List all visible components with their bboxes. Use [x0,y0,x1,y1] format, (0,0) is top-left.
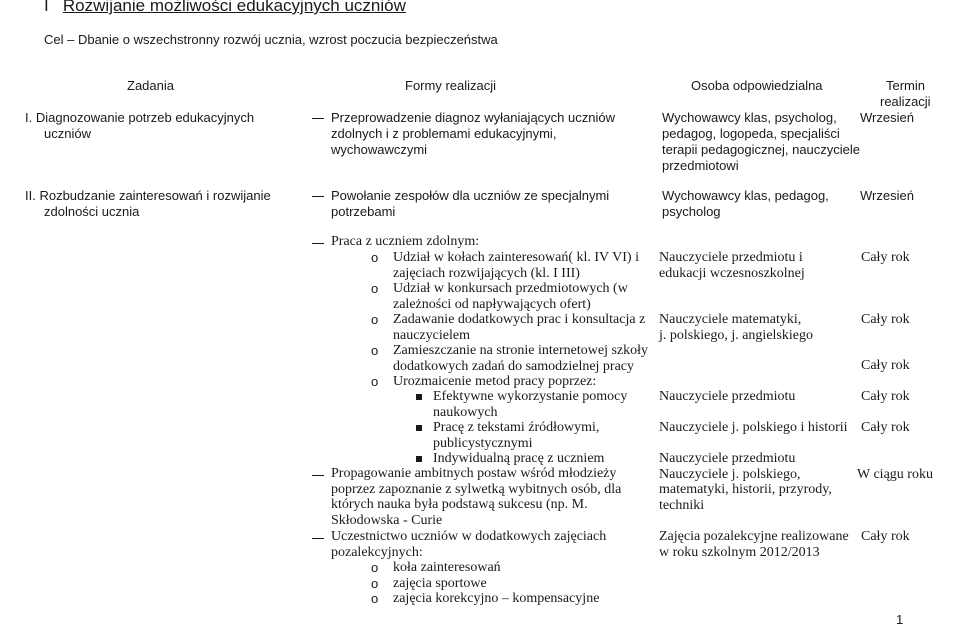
bullet-item: o Udział w kołach zainteresowań( kl. IV VI) i [393,250,648,266]
header-term-2: realizacji [880,94,931,109]
row1-dash [312,110,324,125]
row3-dash-2 [312,467,324,482]
row3-term-4: Cały rok [861,389,910,404]
bullet-cont: naukowych [433,404,498,420]
row3-forms-c: Uczestnictwo uczniów w dodatkowych zajęciach pozalekcyjnych: [331,529,607,560]
row2-task: II. Rozbudzanie zainteresowań i rozwijanie zdolności ucznia [25,188,271,219]
bullet-item: o Urozmaicenie metod pracy poprzez: [393,374,648,390]
header-term-1: Termin [886,78,926,93]
row3-term-3: Cały rok [861,358,910,373]
row3-person-4: Nauczyciele j. polskiego i historii [659,420,848,435]
row1-form: Przeprowadzenie diagnoz wyłaniających uczniów zdolnych i z problemami edukacyjnymi, wychowawczymi [331,110,615,157]
row1-task: I. Diagnozowanie potrzeb edukacyjnych uczniów [25,110,255,141]
row3-term-7: Cały rok [861,529,910,544]
row3-person-5: Nauczyciele przedmiotu Nauczyciele j. polskiego, matematyki, historii, przyrody, techniki [659,451,832,513]
page-number: 1 [896,612,904,627]
row3-term-2: Cały rok [861,312,910,327]
section-heading [44,0,406,16]
goal-text: Cel – Dbanie o wszechstronny rozwój ucznia, wzrost poczucia bezpieczeństwa [44,32,498,47]
header-forms: Formy realizacji [405,78,497,93]
bullet-item: o zajęcia korekcyjno – kompensacyjne [393,591,599,607]
row2-person: Wychowawcy klas, pedagog, psycholog [662,188,829,219]
row3-forms-list [393,250,648,390]
row2-term: Wrzesień [860,188,914,203]
row2-dash [312,188,324,203]
row3-person-1: Nauczyciele przedmiotu i edukacji wczesnoszkolnej [659,250,805,281]
bullet-item: o Zadawanie dodatkowych prac i konsultacja z [393,312,648,328]
bullet-cont: dodatkowych zadań do samodzielnej pracy [393,358,635,374]
square-bullet-item: Efektywne wykorzystanie pomocy [433,389,628,404]
section-number: I [44,0,49,15]
row3-forms-list-2 [393,560,599,607]
row3-dash-3 [312,530,324,545]
row3-forms-sub [433,389,627,467]
bullet-item: o zajęcia sportowe [393,576,599,592]
square-bullet-item: Indywidualną pracę z uczniem [433,451,627,467]
header-tasks: Zadania [127,78,174,93]
row3-forms-a [331,234,479,250]
bullet-cont: zależności od napływających ofert) [393,296,591,312]
bullet-cont: nauczycielem [393,327,470,343]
form-line: Praca z uczniem zdolnym: [331,234,480,249]
header-person: Osoba odpowiedzialna [691,78,823,93]
bullet-item: o Udział w konkursach przedmiotowych (w [393,281,648,297]
row3-term-1: Cały rok [861,250,910,265]
bullet-cont: zajęciach rozwijających (kl. I III) [393,265,580,281]
section-title: Rozwijanie możliwości edukacyjnych uczniów [62,0,406,15]
row1-person: Wychowawcy klas, psycholog, pedagog, logopeda, specjaliści terapii pedagogicznej, nauczyciele przedmiotowi [662,110,861,173]
row2-form: Powołanie zespołów dla uczniów ze specjalnymi potrzebami [331,188,610,219]
bullet-cont: publicystycznymi [433,435,533,451]
square-bullet-item: Pracę z tekstami źródłowymi, [433,420,627,436]
row3-forms-b: Propagowanie ambitnych postaw wśród młodzieży poprzez zapoznanie z sylwetką wybitnych osób, dla których nauka była podstawą sukcesu (np. M. Skłodowska - Curie [331,466,622,528]
row3-person-2: Nauczyciele matematyki, j. polskiego, j. angielskiego [659,312,813,343]
row3-person-3: Nauczyciele przedmiotu [659,389,796,404]
row1-term: Wrzesień [860,110,914,125]
bullet-item: o koła zainteresowań [393,560,599,576]
bullet-item: o Zamieszczanie na stronie internetowej szkoły [393,343,648,359]
row3-person-6: Zajęcia pozalekcyjne realizowane w roku szkolnym 2012/2013 [659,529,849,560]
row3-term-6: W ciągu roku [857,467,933,482]
row3-dash-1 [312,235,324,250]
row3-term-5: Cały rok [861,420,910,435]
